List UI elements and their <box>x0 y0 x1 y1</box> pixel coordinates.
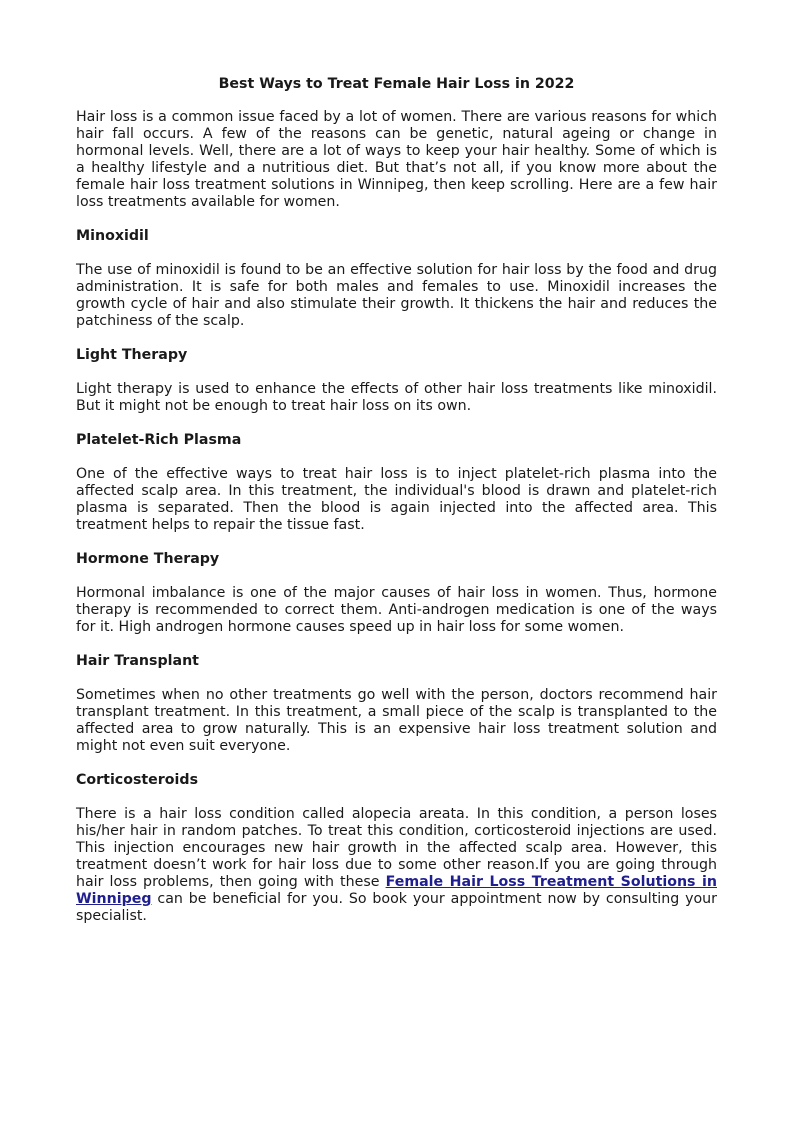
section-heading-corticosteroids: Corticosteroids <box>76 772 199 788</box>
document-title: Best Ways to Treat Female Hair Loss in 2022 <box>218 76 575 92</box>
section-heading-hormone-therapy: Hormone Therapy <box>76 551 220 567</box>
treatment-solutions-link[interactable]: Female Hair Loss Treatment Solutions in Winnipeg <box>76 874 717 907</box>
document-page <box>76 76 717 942</box>
section-heading-light-therapy: Light Therapy <box>76 347 188 363</box>
section-body-light-therapy: Light therapy is used to enhance the effects of other hair loss treatments like minoxidil. But it might not be enough to treat hair loss on its own. <box>76 381 717 414</box>
section-heading-platelet-rich-plasma: Platelet-Rich Plasma <box>76 432 242 448</box>
section-body-hormone-therapy: Hormonal imbalance is one of the major causes of hair loss in women. Thus, hormone therapy is recommended to correct them. Anti-androgen medication is one of the ways for it. High androgen hormone causes speed up in hair loss for some women. <box>76 585 717 635</box>
corticosteroids-text-after-link: can be beneficial for you. So book your appointment now by consulting your specialist. <box>76 891 717 924</box>
corticosteroids-text-before-link: There is a hair loss condition called alopecia areata. In this condition, a person loses his/her hair in random patches. To treat this condition, corticosteroid injections are used. This injection encourages new hair growth in the affected scalp area. However, this treatment doesn’t work for hair loss due to some other reason.If you are going through hair loss problems, then going with these <box>76 806 717 890</box>
section-heading-minoxidil: Minoxidil <box>76 228 149 244</box>
section-heading-hair-transplant: Hair Transplant <box>76 653 199 669</box>
section-body-corticosteroids <box>76 806 717 925</box>
section-body-platelet-rich-plasma: One of the effective ways to treat hair loss is to inject platelet-rich plasma into the affected scalp area. In this treatment, the individual's blood is drawn and platelet-rich plasma is separated. Then the blood is again injected into the affected area. This treatment helps to repair the tissue fast. <box>76 466 717 533</box>
intro-paragraph: Hair loss is a common issue faced by a lot of women. There are various reasons for which hair fall occurs. A few of the reasons can be genetic, natural ageing or change in hormonal levels. Well, there are a lot of ways to keep your hair healthy. Some of which is a healthy lifestyle and a nutritious diet. But that’s not all, if you know more about the female hair loss treatment solutions in Winnipeg, then keep scrolling. Here are a few hair loss treatments available for women. <box>76 109 717 210</box>
section-body-minoxidil: The use of minoxidil is found to be an effective solution for hair loss by the food and drug administration. It is safe for both males and females to use. Minoxidil increases the growth cycle of hair and also stimulate their growth. It thickens the hair and reduces the patchiness of the scalp. <box>76 262 717 329</box>
section-body-hair-transplant: Sometimes when no other treatments go well with the person, doctors recommend hair transplant treatment. In this treatment, a small piece of the scalp is transplanted to the affected area to grow naturally. This is an expensive hair loss treatment solution and might not even suit everyone. <box>76 687 717 754</box>
